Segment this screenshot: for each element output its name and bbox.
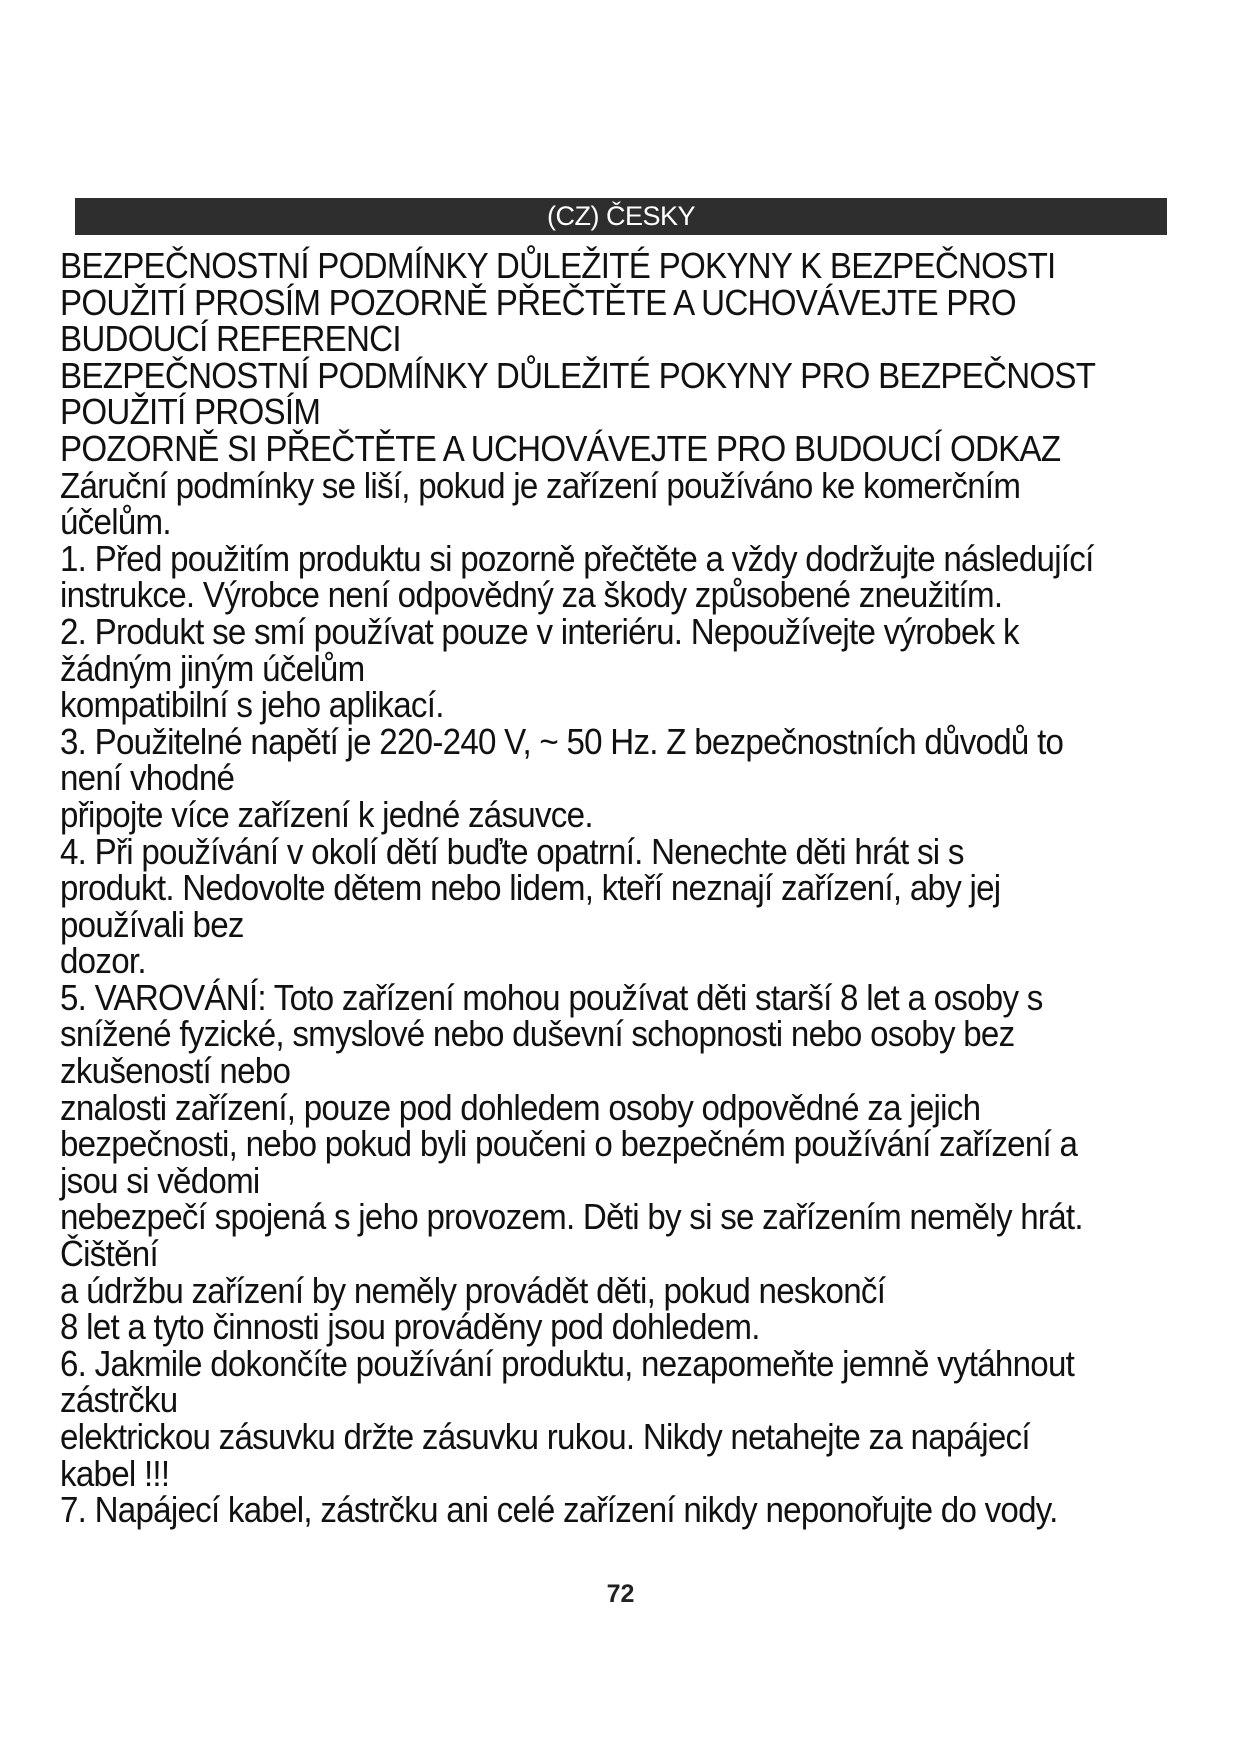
text-line: bezpečnosti, nebo pokud byli poučeni o bezpečném používání zařízení a [60,1123,1078,1165]
text-line: Čištění [60,1233,158,1275]
text-line: BEZPEČNOSTNÍ PODMÍNKY DŮLEŽITÉ POKYNY K BEZPEČNOSTI [60,245,1056,286]
text-line: používali bez [60,903,244,945]
text-line: není vhodné [60,757,235,799]
text-line: instrukce. Výrobce není odpovědný za škody způsobené zneužitím. [60,574,1003,616]
language-header-bar [75,198,1167,235]
text-line: kompatibilní s jeho aplikací. [60,684,444,726]
text-line: snížené fyzické, smyslové nebo duševní schopnosti nebo osoby bez [60,1013,1015,1055]
text-line: 6. Jakmile dokončíte používání produktu, nezapomeňte jemně vytáhnout [60,1342,1075,1384]
safety-instructions-text [60,245,1100,1531]
text-line: 1. Před použitím produktu si pozorně přečtěte a vždy dodržujte následující [60,537,1094,579]
text-line: BUDOUCÍ REFERENCI [60,318,401,360]
text-line: zkušeností nebo [60,1050,291,1092]
text-line: nebezpečí spojená s jeho provozem. Děti by si se zařízením neměly hrát. [60,1196,1083,1238]
text-line: dozor. [60,940,146,982]
text-line: POUŽITÍ PROSÍM [60,391,321,433]
text-line: elektrickou zásuvku držte zásuvku rukou. Nikdy netahejte za napájecí [60,1416,1030,1457]
page-number: 72 [606,1580,635,1608]
text-line: POUŽITÍ PROSÍM POZORNĚ PŘEČTĚTE A UCHOVÁVEJTE PRO [60,281,1016,323]
language-label: (CZ) ČESKY [546,201,695,231]
text-line: produkt. Nedovolte dětem nebo lidem, kteří neznají zařízení, aby jej [60,867,1001,909]
text-line: znalosti zařízení, pouze pod dohledem osoby odpovědné za jejich [60,1086,981,1128]
text-line: 7. Napájecí kabel, zástrčku ani celé zařízení nikdy neponořujte do vody. [60,1489,1058,1531]
text-line: 2. Produkt se smí používat pouze v interiéru. Nepoužívejte výrobek k [60,610,1019,652]
text-line: 8 let a tyto činnosti jsou prováděny pod dohledem. [60,1306,760,1348]
text-line: 5. VAROVÁNÍ: Toto zařízení mohou používat děti starší 8 let a osoby s [60,976,1043,1018]
text-line: jsou si vědomi [60,1159,260,1201]
text-line: a údržbu zařízení by neměly provádět děti, pokud neskončí [60,1269,886,1311]
text-line: Záruční podmínky se liší, pokud je zařízení používáno ke komerčním [60,464,1021,506]
text-line: zástrčku [60,1379,178,1421]
text-line: POZORNĚ SI PŘEČTĚTE A UCHOVÁVEJTE PRO BUDOUCÍ ODKAZ [60,427,1061,469]
text-line: kabel !!! [60,1452,170,1494]
text-line: 4. Při používání v okolí dětí buďte opatrní. Nenechte děti hrát si s [60,830,964,872]
text-line: BEZPEČNOSTNÍ PODMÍNKY DŮLEŽITÉ POKYNY PRO BEZPEČNOST [60,354,1096,396]
text-line: 3. Použitelné napětí je 220-240 V, ~ 50 Hz. Z bezpečnostních důvodů to [60,720,1064,762]
text-line: účelům. [60,501,171,543]
text-line: připojte více zařízení k jedné zásuvce. [60,793,593,835]
text-line: žádným jiným účelům [60,647,365,689]
